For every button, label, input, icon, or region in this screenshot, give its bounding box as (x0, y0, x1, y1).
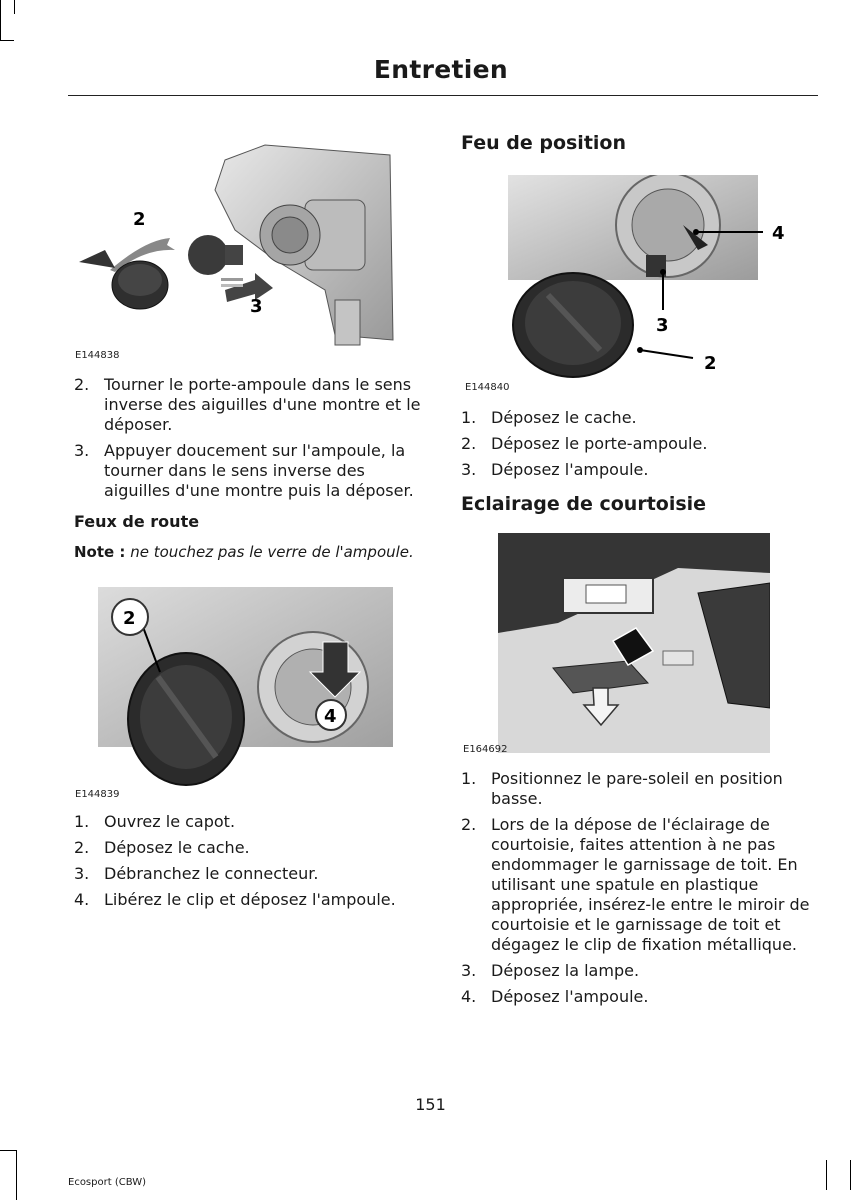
steps-list-3 (461, 408, 821, 486)
list-item (74, 838, 429, 858)
step-number: 1. (461, 408, 477, 427)
list-item (461, 769, 821, 809)
crop-mark (0, 40, 14, 41)
list-item (461, 961, 821, 981)
figure-high-beam (98, 587, 393, 787)
step-text: Tourner le porte-ampoule dans le sens inverse des aiguilles d'une montre et le déposer. (104, 375, 421, 434)
crop-mark (826, 1160, 827, 1190)
figure-code: E144838 (75, 350, 120, 361)
page-title: Entretien (373, 55, 508, 84)
callout-2: 2 (123, 608, 136, 629)
list-item (461, 815, 821, 955)
list-item (461, 408, 821, 428)
list-item (74, 864, 429, 884)
list-item (461, 434, 821, 454)
step-text: Déposez le cache. (491, 408, 637, 427)
step-number: 2. (74, 838, 90, 857)
heading-eclairage-de-courtoisie: Eclairage de courtoisie (461, 493, 707, 515)
crop-mark (850, 1160, 851, 1190)
step-text: Libérez le clip et déposez l'ampoule. (104, 890, 396, 909)
note-text: ne touchez pas le verre de l'ampoule. (130, 543, 414, 561)
step-text: Lors de la dépose de l'éclairage de courtoisie, faites attention à ne pas endommager le garnissage de toit. En utilisant une spatule en plastique appropriée, insérez-le entre le miroir de courtoisie et le garnissage de toit et dégagez le clip de fixation métallique. (491, 815, 810, 954)
callout-4: 4 (772, 223, 785, 244)
list-item (461, 987, 821, 1007)
crop-mark (0, 1150, 16, 1151)
step-number: 4. (74, 890, 90, 909)
page-header (68, 55, 818, 96)
figure-courtesy-light (498, 533, 770, 753)
step-text: Débranchez le connecteur. (104, 864, 319, 883)
step-number: 1. (74, 812, 90, 831)
list-item (74, 375, 429, 435)
list-item (74, 890, 429, 910)
callout-4: 4 (324, 706, 337, 727)
steps-list-1 (74, 375, 429, 507)
step-text: Déposez la lampe. (491, 961, 640, 980)
callout-3: 3 (250, 296, 263, 317)
step-number: 3. (461, 460, 477, 479)
list-item (74, 812, 429, 832)
footer-model: Ecosport (CBW) (68, 1177, 146, 1188)
callout-2: 2 (704, 353, 717, 374)
step-number: 3. (74, 441, 90, 460)
step-text: Déposez l'ampoule. (491, 987, 649, 1006)
list-item (461, 460, 821, 480)
step-number: 2. (461, 434, 477, 453)
step-number: 3. (74, 864, 90, 883)
step-text: Déposez le porte-ampoule. (491, 434, 708, 453)
crop-mark (16, 1150, 17, 1200)
callout-2: 2 (133, 209, 146, 230)
step-text: Appuyer doucement sur l'ampoule, la tourner dans le sens inverse des aiguilles d'une montre puis la déposer. (104, 441, 414, 500)
heading-feu-de-position: Feu de position (461, 132, 626, 154)
callout-3: 3 (656, 315, 669, 336)
figure-bulb-holder-removal (75, 140, 395, 355)
figure-code: E144839 (75, 789, 120, 800)
steps-list-4 (461, 769, 821, 1013)
step-text: Déposez l'ampoule. (491, 460, 649, 479)
crop-mark (14, 0, 15, 14)
figure-code: E164692 (463, 744, 508, 755)
note-label: Note : (74, 543, 126, 561)
page-number: 151 (415, 1095, 446, 1114)
figure-position-light (508, 175, 788, 380)
step-number: 2. (74, 375, 90, 394)
step-number: 2. (461, 815, 477, 834)
list-item (74, 441, 429, 501)
steps-list-2 (74, 812, 429, 916)
step-number: 1. (461, 769, 477, 788)
figure-code: E144840 (465, 382, 510, 393)
heading-feux-de-route: Feux de route (74, 512, 200, 531)
step-number: 3. (461, 961, 477, 980)
crop-mark (0, 0, 1, 40)
step-text: Positionnez le pare-soleil en position basse. (491, 769, 783, 808)
step-text: Déposez le cache. (104, 838, 250, 857)
step-number: 4. (461, 987, 477, 1006)
step-text: Ouvrez le capot. (104, 812, 236, 831)
note (74, 543, 414, 561)
